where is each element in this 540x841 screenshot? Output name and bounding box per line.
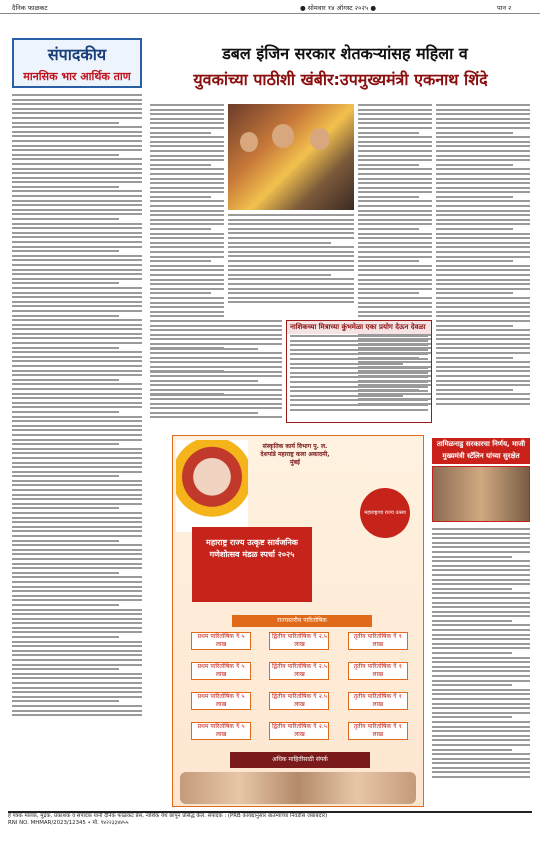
ad-orange-label: राज्यस्तरीय पारितोषिक <box>232 615 372 627</box>
ganesh-idol-image <box>176 440 248 532</box>
issue-date: ● सोमवार १४ ऑगस्ट २०२५ ● <box>300 4 376 12</box>
ad-organization: संस्कृतिक कार्य विभाग पु. ल. देशपांडे महाराष्ट्र कला अकादमी, मुंबई <box>260 443 330 466</box>
prize-second: द्वितीय पारितोषिक ₹ २.५ लाख <box>269 632 329 650</box>
prize-row <box>182 722 417 742</box>
editorial-title: संपादकीय <box>47 45 107 64</box>
second-story-headline: नाशिकच्या मित्राच्या कुंभमेळा एका प्रयोग देऊन देवळा <box>287 321 431 334</box>
ad-logo-circle: महाराष्ट्राचा राज्य उत्सव <box>360 488 410 538</box>
prize-second: द्वितीय पारितोषिक ₹ २.५ लाख <box>269 722 329 740</box>
prize-third: तृतीय पारितोषिक ₹ १ लाख <box>348 722 408 740</box>
footer-line1: हे पत्रक मालक, मुद्रक, प्रकाशक व संपादक यांनी दैनिक फाळकट प्रेस, नाशिक येथे छापून प्रसिद्ध केले. संपादक : (PRB कायद्यानुसार बातम्यांच्या निवडीस जबाबदार) <box>8 813 328 819</box>
editorial-subtitle: मानसिक भार आर्थिक ताण <box>23 70 131 83</box>
prize-third: तृतीय पारितोषिक ₹ १ लाख <box>348 692 408 710</box>
main-headline-line1: डबल इंजिन सरकार शेतकऱ्यांसह महिला व <box>222 44 468 63</box>
prize-first: प्रथम पारितोषिक ₹ ५ लाख <box>191 692 251 710</box>
prize-first: प्रथम पारितोषिक ₹ ५ लाख <box>191 722 251 740</box>
editorial-box <box>12 38 142 88</box>
prize-first: प्रथम पारितोषिक ₹ ५ लाख <box>191 662 251 680</box>
prize-third: तृतीय पारितोषिक ₹ १ लाख <box>348 662 408 680</box>
footer <box>8 811 532 837</box>
masthead-strip <box>0 0 540 14</box>
main-story-col2 <box>228 214 354 314</box>
main-story-photo <box>228 104 354 210</box>
second-story-box <box>286 320 432 423</box>
prize-row <box>182 662 417 682</box>
ad-banner-title: महाराष्ट्र राज्य उत्कृष्ट सार्वजनिक गणेशोत्सव मंडळ स्पर्धा २०२५ <box>192 527 312 602</box>
prize-second: द्वितीय पारितोषिक ₹ २.५ लाख <box>269 692 329 710</box>
ad-people-image <box>180 772 416 804</box>
prize-third: तृतीय पारितोषिक ₹ १ लाख <box>348 632 408 650</box>
ad-footer: अधिक माहितीसाठी संपर्क <box>230 752 370 768</box>
editorial-body <box>12 94 142 806</box>
prize-row <box>182 692 417 712</box>
prize-row <box>182 632 417 652</box>
footer-line2: RNI NO. MHMAR/2023/12345 • मो. ९४२२३३४४५५ <box>8 820 129 826</box>
prize-first: प्रथम पारितोषिक ₹ ५ लाख <box>191 632 251 650</box>
main-story-col4 <box>436 104 530 434</box>
lower-story-col <box>150 320 282 430</box>
right-story-headline: तामिळनाडु सरकारचा निर्णय, माजी मुख्यमंत्री स्टॅलिन यांच्या सुरक्षेत <box>436 440 526 460</box>
right-story-body <box>432 528 530 808</box>
right-story-photo <box>432 466 530 522</box>
page-number: पान २ <box>497 4 512 12</box>
prize-second: द्वितीय पारितोषिक ₹ २.५ लाख <box>269 662 329 680</box>
newspaper-name: दैनिक फाळकट <box>12 4 48 12</box>
second-story-body <box>290 335 428 419</box>
main-headline-line2: युवकांच्या पाठीशी खंबीर:उपमुख्यमंत्री एकनाथ शिंदे <box>193 70 488 89</box>
